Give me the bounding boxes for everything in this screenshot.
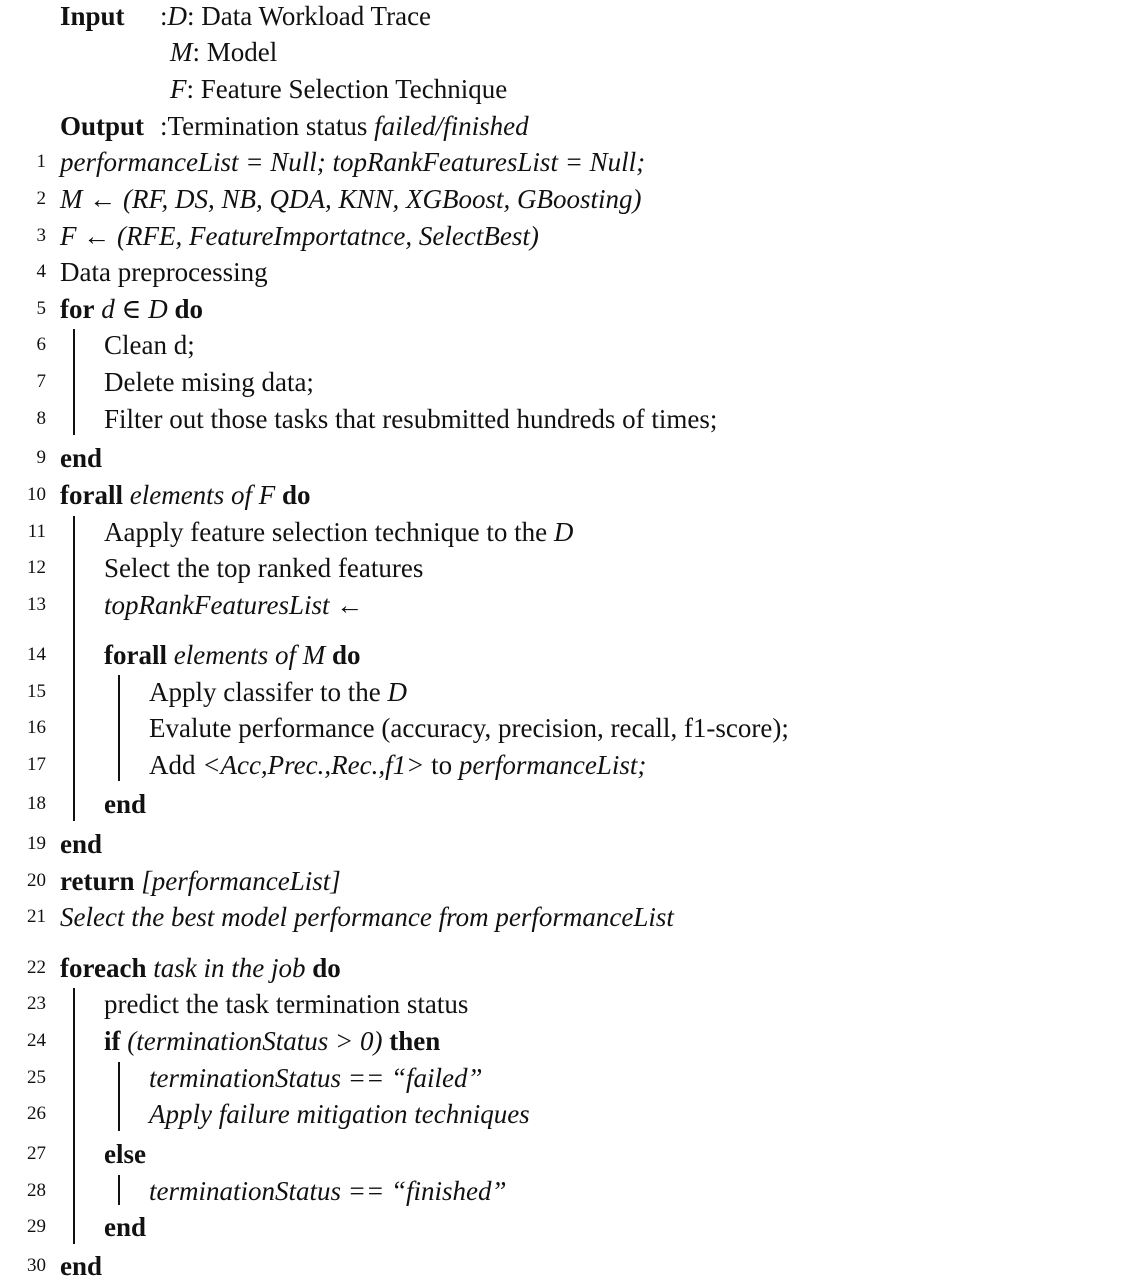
- line-number: 7: [36, 371, 46, 392]
- line-number: 2: [36, 188, 46, 209]
- line-text: (terminationStatus > 0): [127, 1026, 383, 1056]
- line-number: 10: [27, 484, 46, 505]
- output-values: failed/finished: [374, 111, 529, 141]
- input-desc-m: : Model: [192, 37, 278, 67]
- line-text: Add: [149, 750, 203, 780]
- output-text: Termination status: [167, 111, 368, 141]
- keyword: if: [104, 1026, 121, 1056]
- input-var-d: D: [167, 1, 188, 31]
- line-number: 6: [36, 334, 46, 355]
- input-desc-f: : Feature Selection Technique: [186, 74, 508, 104]
- keyword: end: [104, 789, 147, 819]
- line-number: 13: [27, 594, 46, 615]
- keyword: end: [60, 443, 103, 473]
- scope-bar-forall-f: [73, 516, 75, 821]
- line-number: 21: [27, 906, 46, 927]
- input-var-f: F: [170, 74, 187, 104]
- keyword: do: [174, 294, 204, 324]
- line-number: 24: [27, 1030, 46, 1051]
- line-text: [performanceList]: [141, 866, 341, 896]
- keyword: end: [104, 1212, 147, 1242]
- line-number: 28: [27, 1180, 46, 1201]
- scope-bar-else: [118, 1175, 120, 1205]
- scope-bar-for: [73, 329, 75, 435]
- line-number: 11: [27, 521, 46, 542]
- keyword: do: [281, 480, 311, 510]
- line-number: 8: [36, 408, 46, 429]
- line-number: 30: [27, 1255, 46, 1276]
- variable: D: [387, 677, 407, 707]
- line-text: Delete mising data;: [104, 367, 314, 397]
- line-text: to: [424, 750, 459, 780]
- line-text: task in the job: [153, 953, 306, 983]
- line-number: 20: [27, 870, 46, 891]
- keyword: do: [312, 953, 341, 983]
- line-number: 15: [27, 681, 46, 702]
- line-number: 18: [27, 793, 46, 814]
- line-number: 3: [36, 225, 46, 246]
- line-text: Apply failure mitigation techniques: [149, 1099, 530, 1129]
- line-number: 25: [27, 1067, 46, 1088]
- keyword: end: [60, 829, 103, 859]
- keyword: else: [104, 1139, 146, 1169]
- line-text: terminationStatus == “finished”: [149, 1176, 507, 1206]
- line-number: 1: [36, 151, 46, 172]
- line-number: 22: [27, 957, 46, 978]
- line-number: 23: [27, 993, 46, 1014]
- input-desc-d: : Data Workload Trace: [187, 1, 432, 31]
- line-text: Data preprocessing: [60, 257, 268, 287]
- keyword: end: [60, 1251, 103, 1281]
- keyword: return: [60, 866, 135, 896]
- line-text: F ← (RFE, FeatureImportatnce, SelectBest): [60, 221, 539, 251]
- keyword: then: [389, 1026, 441, 1056]
- line-text: elements of F: [129, 480, 276, 510]
- line-text: Select the best model performance from performanceList: [60, 902, 674, 932]
- keyword: forall: [104, 640, 167, 670]
- input-var-m: M: [170, 37, 193, 67]
- line-number: 16: [27, 717, 46, 738]
- line-number: 27: [27, 1143, 46, 1164]
- line-number: 19: [27, 833, 46, 854]
- line-text: Select the top ranked features: [104, 553, 424, 583]
- keyword: for: [60, 294, 95, 324]
- line-number: 4: [36, 261, 46, 282]
- keyword: do: [331, 640, 361, 670]
- line-number: 12: [27, 557, 46, 578]
- line-text: terminationStatus == “failed”: [149, 1063, 483, 1093]
- variable: performanceList;: [458, 750, 647, 780]
- line-text: Evalute performance (accuracy, precision, recall, f1-score);: [149, 713, 789, 743]
- line-number: 5: [36, 298, 46, 319]
- line-number: 17: [27, 754, 46, 775]
- line-text: Aapply feature selection technique to the: [104, 517, 548, 547]
- line-text: performanceList = Null; topRankFeaturesList = Null;: [60, 147, 646, 177]
- scope-bar-if: [118, 1062, 120, 1131]
- line-number: 29: [27, 1216, 46, 1237]
- line-text: M ← (RF, DS, NB, QDA, KNN, XGBoost, GBoosting): [60, 184, 642, 214]
- line-number: 9: [36, 447, 46, 468]
- line-text: predict the task termination status: [104, 989, 469, 1019]
- scope-bar-forall-m: [118, 675, 120, 781]
- line-text: topRankFeaturesList ←: [104, 590, 364, 620]
- line-text: d ∈ D: [101, 294, 168, 324]
- tuple-text: <Acc,Prec.,Rec.,f1>: [202, 750, 425, 780]
- line-number: 26: [27, 1103, 46, 1124]
- algorithm-block: Input :D: Data Workload Trace M: Model F: Feature Selection Technique Output :Termination status failed/finished 1 performanceList = Null; topRankFeaturesList = Null; 2 M ← (RF, DS, NB, QDA, KNN, XGBoost, GBoosting) 3 F ← (RFE, FeatureImportatnce, SelectBest) 4 Data preprocessing 5 for d ∈ D do 6 Clean d; 7 Delete mising data; 8 Filter out those tasks that resubmitted hundreds of times; 9 end 10 forall elements of F do 11 Aapply feature selection technique to the D 12 Select the top ranked features 13 topRankFeaturesList ← 14 forall elements of M do 15 Apply classifer to the D 16 Evalute performance (accuracy, precision, recall, f1-score); 17 Add <Acc,Prec.,Rec.,f1> to performanceList; 18 end 19 end 20 return [performanceList] 21 Select the best model performance from performanceList 22 foreach task in the job do 23 predict the task termination status 24 if (terminationStatus > 0) then 25 terminationStatus == “failed” 26 Apply failure mitigation techniques 27 else 28 terminationStatus == “finished” 29 end 30 end: [0, 0, 1141, 1282]
- input-label: Input: [60, 1, 125, 31]
- line-text: Clean d;: [104, 330, 195, 360]
- line-text: elements of M: [173, 640, 326, 670]
- keyword: forall: [60, 480, 123, 510]
- line-number: 14: [27, 644, 46, 665]
- line-text: Apply classifer to the: [149, 677, 381, 707]
- line-text: Filter out those tasks that resubmitted hundreds of times;: [104, 404, 718, 434]
- variable: D: [553, 517, 574, 547]
- keyword: foreach: [60, 953, 147, 983]
- output-label: Output: [60, 111, 145, 141]
- scope-bar-foreach: [73, 988, 75, 1244]
